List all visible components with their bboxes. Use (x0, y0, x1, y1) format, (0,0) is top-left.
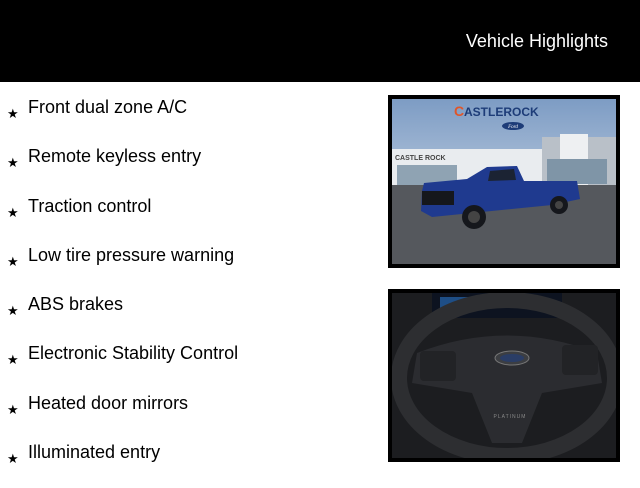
feature-label: Heated door mirrors (28, 392, 189, 413)
star-icon: ★ (7, 253, 19, 269)
star-icon: ★ (7, 106, 19, 121)
svg-text:ASTLEROCK: ASTLEROCK (464, 105, 539, 119)
svg-text:0: 0 (544, 298, 551, 310)
star-icon: ★ (7, 451, 19, 467)
feature-label: Electronic Stability Control (28, 343, 239, 364)
svg-text:PLATINUM: PLATINUM (493, 414, 527, 420)
star-icon: ★ (7, 204, 19, 220)
svg-text:C: C (454, 103, 465, 119)
star-icon: ★ (7, 155, 19, 171)
interior-photo[interactable] (388, 289, 620, 462)
feature-label: Low tire pressure warning (28, 244, 235, 265)
star-icon: ★ (7, 303, 19, 319)
steering-wheel-image (392, 293, 616, 458)
feature-label: ABS brakes (28, 294, 124, 315)
star-icon: ★ (7, 401, 19, 417)
feature-label: Front dual zone A/C (28, 97, 188, 117)
svg-text:CASTLE ROCK: CASTLE ROCK (395, 155, 446, 162)
truck-exterior-image (392, 99, 616, 264)
exterior-photo[interactable] (388, 95, 620, 268)
header-bar (0, 0, 640, 82)
star-icon: ★ (7, 352, 19, 368)
feature-label: Illuminated entry (28, 442, 161, 463)
feature-label: Traction control (28, 195, 152, 216)
feature-label: Remote keyless entry (28, 146, 202, 167)
svg-text:Ford: Ford (508, 125, 518, 130)
page-title: Vehicle Highlights (465, 31, 608, 51)
